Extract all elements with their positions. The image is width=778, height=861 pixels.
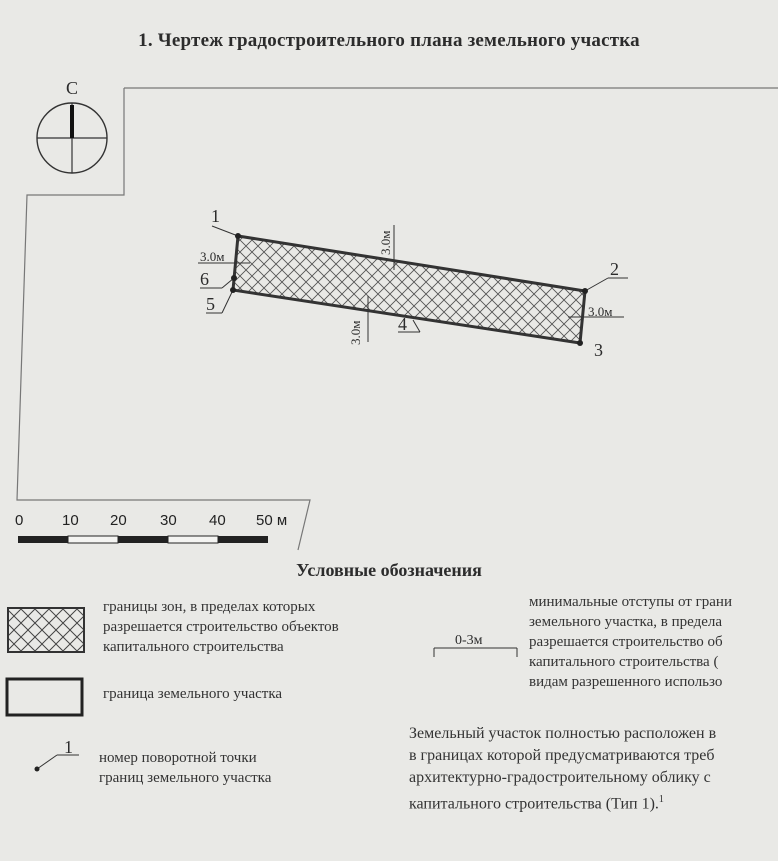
point-5-label: 5 — [206, 294, 215, 314]
setback-right-label: 3.0м — [588, 304, 613, 319]
legend-setback-line-4: капитального строительства ( — [529, 654, 719, 670]
sheet-frame-left — [17, 88, 310, 550]
legend-note-footnote-mark: 1 — [658, 794, 664, 805]
legend-boundary-symbol — [7, 679, 82, 715]
legend-hatch-line-2: разрешается строительство объектов — [103, 619, 339, 635]
scale-bar — [15, 512, 287, 543]
legend-note-line-4-text: капитального строительства (Тип 1). — [409, 795, 659, 813]
turning-point-2 — [582, 259, 628, 294]
legend-setback-symbol — [434, 633, 517, 657]
legend-point-line-2: границ земельного участка — [99, 770, 272, 786]
scale-tick-0: 0 — [15, 512, 24, 529]
legend-hatch-line-1: границы зон, в пределах которых — [103, 599, 316, 615]
legend-note — [409, 723, 778, 815]
setback-top-label: 3.0м — [378, 230, 393, 255]
legend-setback-line-1: минимальные отступы от грани — [529, 594, 732, 610]
legend-title: Условные обозначения — [296, 560, 482, 580]
setback-bottom-label: 3.0м — [348, 320, 363, 345]
legend-setback-line-3: разрешается строительство об — [529, 634, 723, 650]
turning-point-1 — [211, 206, 241, 239]
turning-point-5 — [206, 287, 236, 314]
setback-left-label: 3.0м — [200, 249, 225, 264]
legend-hatch-line-3: капитального строительства — [103, 639, 284, 655]
point-6-label: 6 — [200, 269, 209, 289]
point-3-label: 3 — [594, 340, 603, 360]
buildable-zone — [233, 236, 585, 343]
legend-hatch-text — [103, 597, 339, 657]
compass-north-label: С — [66, 78, 79, 98]
legend-note-line-1: Земельный участок полностью расположен в — [409, 725, 717, 742]
legend-setback-line-5: видам разрешенного использо — [529, 674, 723, 690]
legend-note-line-2: в границах которой предусматриваются треб — [409, 747, 715, 764]
scale-tick-50: 50 м — [256, 512, 288, 529]
legend-hatch-symbol — [8, 608, 84, 652]
turning-point-3 — [577, 340, 603, 360]
turning-point-6 — [200, 269, 237, 289]
point-4-label: 4 — [398, 314, 407, 334]
legend-point-symbol — [35, 737, 80, 772]
legend-point-line-1: номер поворотной точки — [99, 750, 257, 766]
drawing-title: 1. Чертеж градостроительного плана земельного участка — [138, 30, 640, 51]
legend-setback-line-2: земельного участка, в предела — [529, 614, 723, 630]
legend-point-text — [99, 748, 271, 788]
scale-tick-30: 30 — [160, 512, 177, 529]
legend-setback-text — [529, 592, 778, 692]
legend-note-line-4 — [409, 789, 778, 815]
legend-point-sample-label: 1 — [64, 737, 73, 757]
point-2-label: 2 — [610, 259, 619, 279]
legend-setback-sample-label: 0-3м — [455, 633, 483, 648]
legend-boundary-text: граница земельного участка — [103, 686, 283, 702]
scale-tick-10: 10 — [62, 512, 79, 529]
scale-tick-20: 20 — [110, 512, 127, 529]
point-1-label: 1 — [211, 206, 220, 226]
north-compass — [37, 78, 107, 173]
scale-tick-40: 40 — [209, 512, 226, 529]
legend-note-line-3: архитектурно-градостроительному облику с — [409, 769, 711, 786]
